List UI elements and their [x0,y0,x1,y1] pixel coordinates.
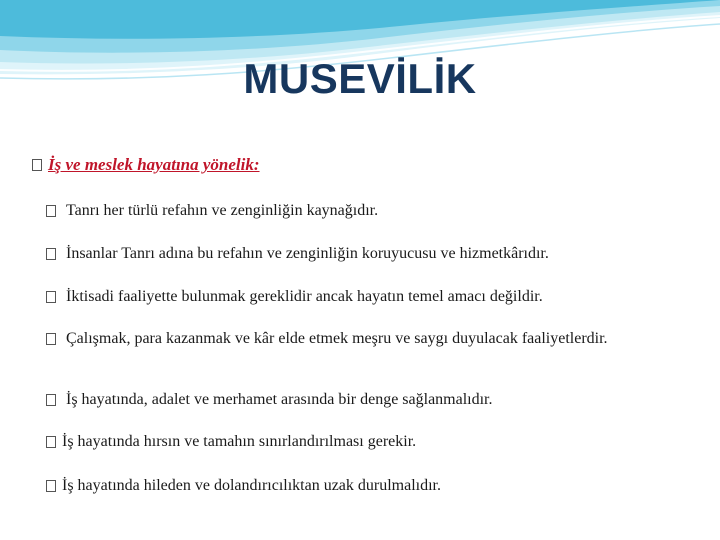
slide-title: MUSEVİLİK [243,55,477,102]
list-item-text: İş hayatında hırsın ve tamahın sınırlandırılması gerekir. [62,433,417,450]
bullet-box-icon [46,436,56,448]
list-item [46,288,686,306]
list-item-text: İş hayatında, adalet ve merhamet arasında bir denge sağlanmalıdır. [66,391,493,408]
list-item [46,245,686,263]
list-item [46,433,686,451]
section-heading: İş ve meslek hayatına yönelik: [48,155,260,174]
list-item-text: İktisadi faaliyette bulunmak gereklidir ancak hayatın temel amacı değildir. [66,288,543,305]
list-item [46,477,686,495]
bullet-box-icon [46,205,56,217]
bullet-box-icon [46,291,56,303]
list-item-text: İnsanlar Tanrı adına bu refahın ve zenginliğin koruyucusu ve hizmetkârıdır. [66,245,549,262]
list-item [46,202,686,220]
list-item-text: Tanrı her türlü refahın ve zenginliğin kaynağıdır. [66,202,379,219]
bullet-box-icon [46,480,56,492]
list-item-text: Çalışmak, para kazanmak ve kâr elde etmek meşru ve saygı duyulacak faaliyetlerdir. [66,330,608,347]
list-item-text: İş hayatında hileden ve dolandırıcılıktan uzak durulmalıdır. [62,477,441,494]
list-item [46,391,686,409]
bullet-box-icon [32,159,42,171]
bullet-box-icon [46,333,56,345]
section-heading-row [32,156,672,174]
bullet-box-icon [46,394,56,406]
list-item [46,330,686,348]
bullet-box-icon [46,248,56,260]
